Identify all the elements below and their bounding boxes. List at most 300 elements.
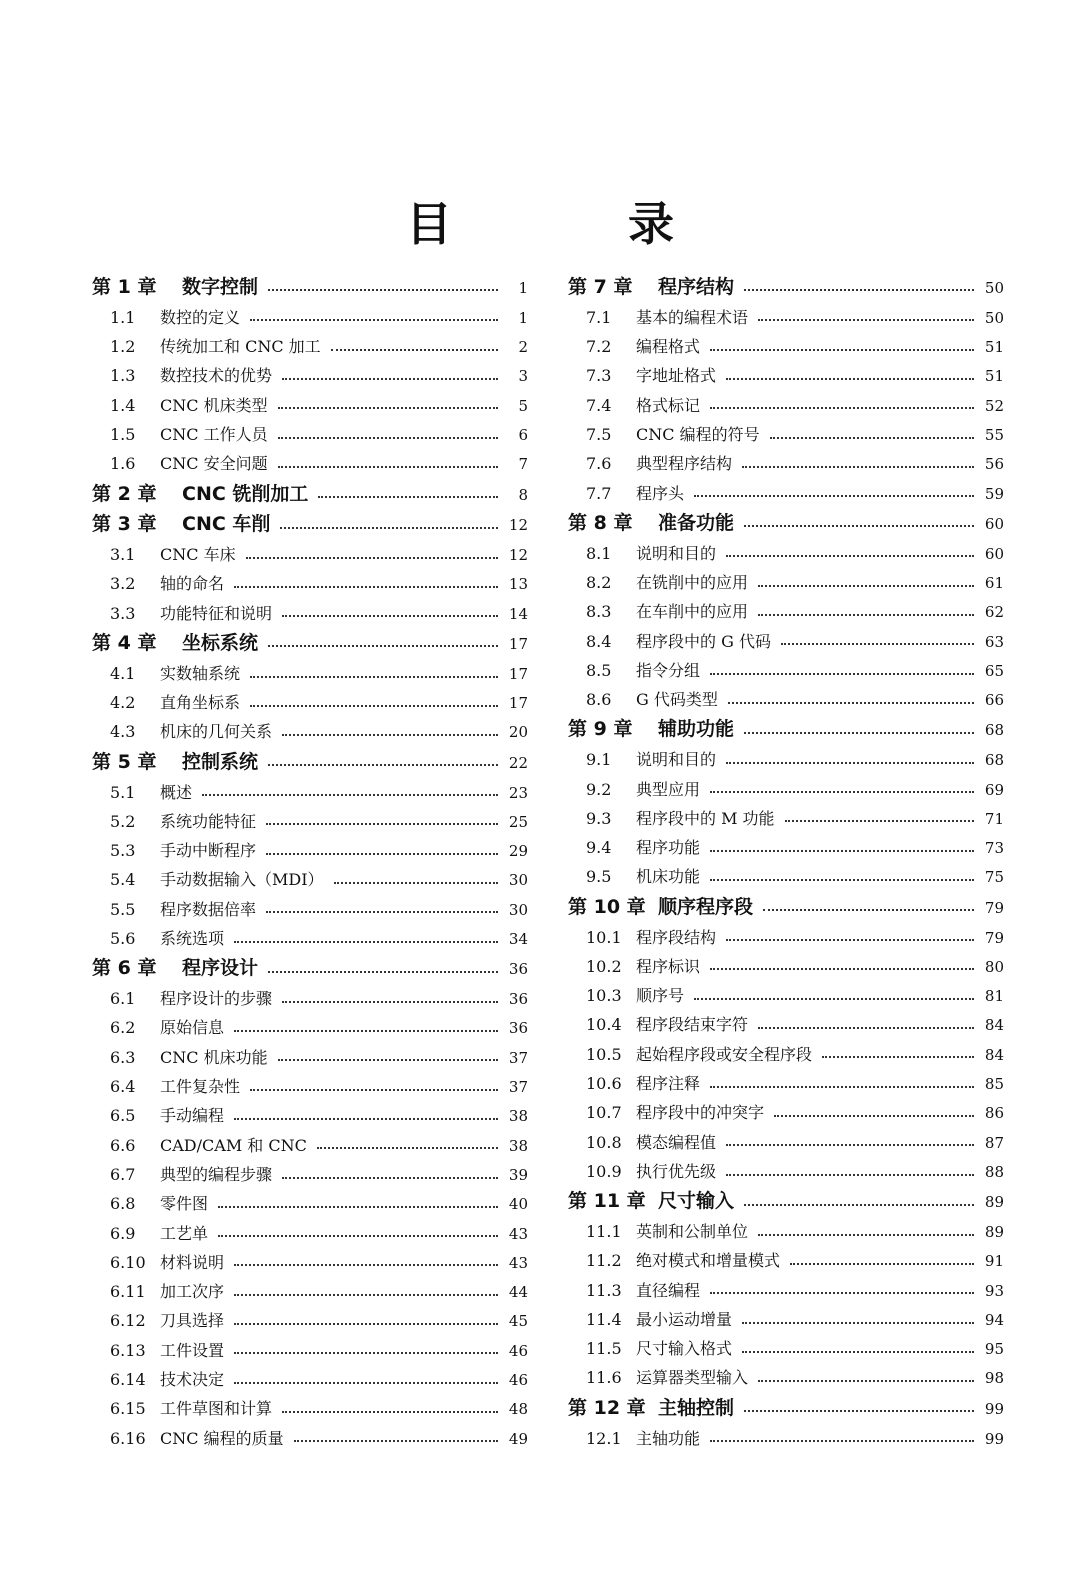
section-number: 4.1	[110, 663, 136, 683]
chapter-number: 第 7 章	[568, 276, 633, 298]
toc-section-row	[568, 656, 1004, 685]
page-number: 43	[508, 1253, 528, 1272]
toc-chapter-row	[568, 508, 1004, 539]
page-number: 85	[984, 1075, 1004, 1094]
dot-leader	[710, 966, 974, 970]
section-title: 数控技术的优势	[160, 366, 273, 386]
section-number: 4.2	[110, 693, 136, 713]
section-number: 6.11	[110, 1282, 146, 1302]
section-title: 程序头	[636, 483, 685, 503]
toc-section-row	[568, 420, 1004, 449]
section-title: 程序段结束字符	[636, 1015, 749, 1035]
page-number: 45	[508, 1312, 528, 1331]
chapter-number: 第 1 章	[92, 276, 157, 298]
dot-leader	[742, 1349, 974, 1353]
page-number: 51	[984, 338, 1004, 357]
section-title: 概述	[160, 782, 193, 802]
toc-chapter-row	[92, 509, 528, 540]
toc-section-row	[568, 1334, 1004, 1363]
section-title: 编程格式	[636, 337, 701, 357]
section-number: 6.8	[110, 1194, 136, 1214]
section-number: 11.3	[586, 1280, 622, 1300]
section-number: 6.5	[110, 1106, 136, 1126]
section-title: 机床的几何关系	[160, 722, 273, 742]
page-number: 3	[518, 367, 528, 386]
section-title: 执行优先级	[636, 1161, 717, 1181]
dot-leader	[282, 613, 498, 617]
toc-section-row	[568, 449, 1004, 478]
page-number: 38	[508, 1107, 528, 1126]
section-number: 7.6	[586, 454, 612, 474]
toc-section-row	[92, 1131, 528, 1160]
toc-section-row	[568, 479, 1004, 508]
page-number: 5	[518, 396, 528, 415]
section-number: 5.2	[110, 811, 136, 831]
section-number: 6.3	[110, 1047, 136, 1067]
toc-section-row	[568, 1217, 1004, 1246]
section-number: 11.5	[586, 1339, 622, 1359]
toc-section-row	[568, 1305, 1004, 1334]
page-number: 36	[508, 990, 528, 1009]
dot-leader	[726, 760, 974, 764]
toc-section-row	[92, 1160, 528, 1189]
section-number: 11.6	[586, 1368, 622, 1388]
page-number: 66	[984, 691, 1004, 710]
toc-section-row	[568, 923, 1004, 952]
section-title: 工件复杂性	[160, 1077, 241, 1097]
toc-section-row	[92, 659, 528, 688]
section-title: CAD/CAM 和 CNC	[160, 1135, 307, 1155]
chapter-title: 程序结构	[658, 276, 735, 298]
section-title: 说明和目的	[636, 543, 717, 563]
page-number: 60	[984, 514, 1004, 533]
section-number: 1.4	[110, 395, 136, 415]
toc-section-row	[568, 627, 1004, 656]
toc-section-row	[568, 361, 1004, 390]
dot-leader	[282, 1175, 498, 1179]
dot-leader	[282, 1409, 498, 1413]
toc-left-column	[92, 272, 528, 1453]
page-number: 40	[508, 1195, 528, 1214]
section-title: 基本的编程术语	[636, 307, 749, 327]
toc-section-row	[92, 540, 528, 569]
toc-section-row	[568, 1424, 1004, 1453]
section-title: 机床功能	[636, 867, 701, 887]
section-number: 8.3	[586, 602, 612, 622]
page-number: 91	[984, 1252, 1004, 1271]
toc-chapter-row	[92, 479, 528, 510]
chapter-title: 数字控制	[182, 276, 259, 298]
section-title: CNC 机床功能	[160, 1047, 268, 1067]
dot-leader	[710, 848, 974, 852]
dot-leader	[744, 1202, 974, 1206]
section-title: 系统选项	[160, 929, 225, 949]
section-title: 尺寸输入格式	[636, 1339, 733, 1359]
page-number: 71	[984, 809, 1004, 828]
toc-section-row	[92, 303, 528, 332]
section-number: 6.6	[110, 1135, 136, 1155]
page-number: 56	[984, 455, 1004, 474]
toc-section-row	[568, 1010, 1004, 1039]
toc-chapter-row	[92, 747, 528, 778]
section-number: 10.6	[586, 1074, 622, 1094]
toc-chapter-row	[92, 628, 528, 659]
toc-section-row	[92, 361, 528, 390]
dot-leader	[710, 1290, 974, 1294]
toc-chapter-row	[568, 272, 1004, 303]
dot-leader	[726, 937, 974, 941]
section-number: 5.3	[110, 841, 136, 861]
toc-section-row	[568, 303, 1004, 332]
dot-leader	[758, 1232, 974, 1236]
chapter-number: 第 9 章	[568, 718, 633, 741]
toc-section-row	[568, 1363, 1004, 1392]
dot-leader	[710, 1084, 974, 1088]
page-number: 30	[508, 900, 528, 919]
section-number: 10.7	[586, 1103, 622, 1123]
section-number: 8.1	[586, 543, 612, 563]
dot-leader	[742, 1320, 974, 1324]
toc-chapter-row	[568, 714, 1004, 745]
section-title: G 代码类型	[636, 690, 718, 710]
dot-leader	[234, 1380, 498, 1384]
section-title: 顺序号	[636, 986, 685, 1006]
page-number: 69	[984, 780, 1004, 799]
dot-leader	[278, 1057, 498, 1061]
page-number: 79	[984, 898, 1004, 917]
page-number: 94	[984, 1310, 1004, 1329]
section-number: 1.2	[110, 337, 136, 357]
dot-leader	[317, 1145, 498, 1149]
section-title: 典型程序结构	[636, 454, 733, 474]
section-number: 8.2	[586, 572, 612, 592]
section-number: 9.3	[586, 808, 612, 828]
dot-leader	[268, 762, 498, 766]
chapter-title: 控制系统	[182, 750, 259, 773]
page-number: 60	[984, 544, 1004, 563]
page-number: 48	[508, 1400, 528, 1419]
chapter-title: 准备功能	[658, 511, 735, 534]
page-number: 13	[508, 575, 528, 594]
dot-leader	[234, 1350, 498, 1354]
toc-section-row	[92, 895, 528, 924]
toc-section-row	[568, 685, 1004, 714]
dot-leader	[334, 880, 498, 884]
page-number: 17	[508, 694, 528, 713]
dot-leader	[331, 347, 498, 351]
toc-section-row	[92, 1013, 528, 1042]
chapter-title: 程序设计	[182, 957, 259, 980]
page-number: 84	[984, 1016, 1004, 1035]
dot-leader	[234, 1262, 498, 1266]
section-number: 10.5	[586, 1044, 622, 1064]
page-number: 14	[508, 604, 528, 623]
dot-leader	[694, 493, 974, 497]
section-number: 10.3	[586, 986, 622, 1006]
page-number: 99	[984, 1399, 1004, 1418]
dot-leader	[250, 317, 498, 321]
toc-section-row	[568, 745, 1004, 774]
toc-chapter-row	[568, 1393, 1004, 1424]
dot-leader	[726, 376, 974, 380]
section-number: 10.1	[586, 927, 622, 947]
section-title: 运算器类型输入	[636, 1368, 749, 1388]
page-number: 1	[518, 279, 528, 297]
section-number: 4.3	[110, 722, 136, 742]
page-number: 68	[984, 751, 1004, 770]
toc-section-row	[568, 1157, 1004, 1186]
page-number: 52	[984, 396, 1004, 415]
section-number: 6.12	[110, 1311, 146, 1331]
page-number: 39	[508, 1165, 528, 1184]
dot-leader	[726, 553, 974, 557]
page-number: 8	[518, 485, 528, 504]
page-number: 43	[508, 1224, 528, 1243]
chapter-title: 尺寸输入	[658, 1190, 735, 1213]
dot-leader	[728, 700, 974, 704]
dot-leader	[710, 405, 974, 409]
dot-leader	[770, 435, 974, 439]
toc-section-row	[568, 833, 1004, 862]
page-number: 55	[984, 425, 1004, 444]
section-number: 7.1	[586, 307, 612, 327]
chapter-title: 坐标系统	[182, 632, 259, 655]
toc-section-row	[92, 1424, 528, 1453]
section-number: 9.1	[586, 750, 612, 770]
section-number: 3.3	[110, 603, 136, 623]
section-number: 5.1	[110, 782, 136, 802]
chapter-number: 第 4 章	[92, 632, 157, 655]
dot-leader	[278, 435, 498, 439]
toc-section-row	[92, 1277, 528, 1306]
section-title: 技术决定	[160, 1369, 225, 1389]
dot-leader	[268, 287, 498, 291]
page-number: 37	[508, 1048, 528, 1067]
section-number: 6.1	[110, 989, 136, 1009]
section-number: 10.8	[586, 1132, 622, 1152]
chapter-title: 主轴控制	[658, 1396, 735, 1419]
toc-section-row	[92, 717, 528, 746]
page-number: 6	[518, 425, 528, 444]
section-title: 程序数据倍率	[160, 899, 257, 919]
section-title: 起始程序段或安全程序段	[636, 1044, 813, 1064]
section-title: 主轴功能	[636, 1428, 701, 1448]
toc-section-row	[92, 1072, 528, 1101]
page-number: 17	[508, 635, 528, 654]
dot-leader	[726, 1142, 974, 1146]
dot-leader	[744, 287, 974, 291]
chapter-title: CNC 铣削加工	[182, 482, 309, 505]
section-title: 数控的定义	[160, 307, 241, 327]
page-number: 20	[508, 723, 528, 742]
section-number: 9.5	[586, 867, 612, 887]
page-number: 61	[984, 573, 1004, 592]
chapter-title: CNC 车削	[182, 513, 271, 536]
section-title: 材料说明	[160, 1252, 225, 1272]
section-number: 7.5	[586, 424, 612, 444]
section-number: 6.16	[110, 1428, 146, 1448]
toc-section-row	[92, 599, 528, 628]
toc-section-row	[568, 952, 1004, 981]
page-number: 23	[508, 783, 528, 802]
toc-section-row	[92, 1043, 528, 1072]
section-title: 手动数据输入（MDI）	[160, 870, 324, 890]
dot-leader	[710, 1438, 974, 1442]
dot-leader	[744, 730, 974, 734]
section-number: 6.4	[110, 1077, 136, 1097]
section-title: 程序段中的 G 代码	[636, 631, 771, 651]
toc-section-row	[92, 778, 528, 807]
toc-section-row	[568, 1040, 1004, 1069]
page-number: 46	[508, 1370, 528, 1389]
page-number: 25	[508, 812, 528, 831]
page-number: 12	[508, 516, 528, 535]
dot-leader	[266, 851, 498, 855]
section-number: 5.5	[110, 899, 136, 919]
dot-leader	[234, 1292, 498, 1296]
toc-section-row	[568, 804, 1004, 833]
section-title: 手动中断程序	[160, 841, 257, 861]
chapter-number: 第 11 章	[568, 1190, 646, 1213]
page-number: 36	[508, 1019, 528, 1038]
section-title: CNC 编程的符号	[636, 424, 760, 444]
dot-leader	[742, 464, 974, 468]
dot-leader	[318, 494, 498, 498]
page-number: 75	[984, 868, 1004, 887]
toc-section-row	[568, 568, 1004, 597]
dot-leader	[250, 1087, 498, 1091]
section-title: CNC 工作人员	[160, 424, 268, 444]
section-number: 7.4	[586, 395, 612, 415]
toc-section-row	[92, 1365, 528, 1394]
section-title: 直径编程	[636, 1280, 701, 1300]
dot-leader	[710, 347, 974, 351]
page-number: 37	[508, 1078, 528, 1097]
dot-leader	[234, 939, 498, 943]
dot-leader	[710, 877, 974, 881]
page-number: 46	[508, 1341, 528, 1360]
page-number: 79	[984, 928, 1004, 947]
dot-leader	[250, 703, 498, 707]
page-number: 99	[984, 1429, 1004, 1448]
section-title: 典型应用	[636, 779, 701, 799]
section-number: 5.4	[110, 870, 136, 890]
toc-right-column	[568, 272, 1004, 1453]
section-number: 6.15	[110, 1399, 146, 1419]
section-number: 7.3	[586, 366, 612, 386]
dot-leader	[266, 821, 498, 825]
dot-leader	[282, 376, 498, 380]
dot-leader	[218, 1204, 498, 1208]
toc-section-row	[568, 1128, 1004, 1157]
toc-section-row	[568, 1069, 1004, 1098]
toc-section-row	[92, 688, 528, 717]
dot-leader	[266, 909, 498, 913]
dot-leader	[234, 584, 498, 588]
toc-section-row	[568, 539, 1004, 568]
toc-section-row	[568, 1246, 1004, 1275]
section-number: 6.13	[110, 1340, 146, 1360]
toc-section-row	[92, 332, 528, 361]
chapter-title: 辅助功能	[658, 718, 735, 741]
section-title: 加工次序	[160, 1282, 225, 1302]
page-number: 93	[984, 1281, 1004, 1300]
page-number: 7	[518, 455, 528, 474]
page-number: 95	[984, 1340, 1004, 1359]
dot-leader	[268, 643, 498, 647]
section-title: 英制和公制单位	[636, 1222, 749, 1241]
page-number: 86	[984, 1104, 1004, 1123]
section-number: 6.2	[110, 1018, 136, 1038]
section-title: 在车削中的应用	[636, 602, 749, 622]
dot-leader	[282, 999, 498, 1003]
section-title: 程序注释	[636, 1074, 701, 1094]
toc-section-row	[92, 865, 528, 894]
section-title: 刀具选择	[160, 1311, 225, 1331]
toc-section-row	[92, 984, 528, 1013]
page-number: 89	[984, 1193, 1004, 1212]
dot-leader	[234, 1321, 498, 1325]
section-title: 程序段中的 M 功能	[636, 808, 775, 828]
dot-leader	[710, 671, 974, 675]
dot-leader	[280, 525, 498, 529]
toc-section-row	[568, 981, 1004, 1010]
section-title: 格式标记	[636, 395, 701, 415]
chapter-number: 第 12 章	[568, 1396, 646, 1419]
section-number: 8.6	[586, 690, 612, 710]
dot-leader	[822, 1054, 974, 1058]
dot-leader	[763, 907, 974, 911]
section-title: 传统加工和 CNC 加工	[160, 337, 321, 357]
dot-leader	[218, 1233, 498, 1237]
page-number: 29	[508, 842, 528, 861]
page-number: 2	[518, 338, 528, 357]
page-number: 89	[984, 1223, 1004, 1241]
toc-section-row	[92, 836, 528, 865]
section-title: 系统功能特征	[160, 811, 257, 831]
dot-leader	[694, 996, 974, 1000]
section-number: 9.4	[586, 838, 612, 858]
section-title: CNC 车床	[160, 545, 236, 565]
section-number: 8.5	[586, 660, 612, 680]
chapter-number: 第 2 章	[92, 482, 157, 505]
section-number: 3.1	[110, 545, 136, 565]
section-number: 7.7	[586, 483, 612, 503]
page-number: 1	[518, 308, 528, 327]
page-number: 22	[508, 753, 528, 772]
section-title: 说明和目的	[636, 750, 717, 770]
page-number: 65	[984, 661, 1004, 680]
dot-leader	[758, 612, 974, 616]
dot-leader	[758, 317, 974, 321]
toc-section-row	[568, 332, 1004, 361]
page-number: 34	[508, 930, 528, 949]
chapter-number: 第 6 章	[92, 957, 157, 980]
page-title: 目 录	[405, 197, 754, 251]
page-number: 59	[984, 484, 1004, 503]
section-number: 3.2	[110, 574, 136, 594]
toc-section-row	[92, 1189, 528, 1218]
section-title: 模态编程值	[636, 1132, 717, 1152]
dot-leader	[234, 1028, 498, 1032]
section-title: 在铣削中的应用	[636, 572, 749, 592]
section-title: 程序段结构	[636, 927, 717, 947]
section-title: 字地址格式	[636, 366, 717, 386]
section-number: 5.6	[110, 929, 136, 949]
section-title: 程序标识	[636, 956, 701, 976]
toc-section-row	[92, 1336, 528, 1365]
section-title: CNC 机床类型	[160, 395, 268, 415]
